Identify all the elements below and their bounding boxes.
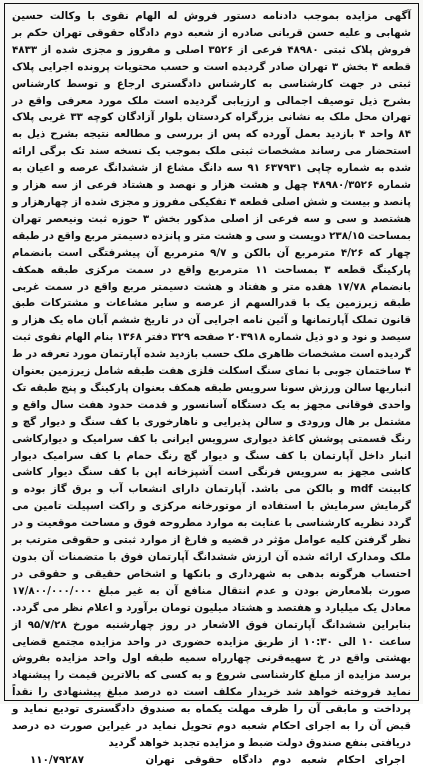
auction-notice-text: آگهی مزایده بموجب دادنامه دستور فروش له الهام نقوی با وکالت حسین شهابی و علیه حسن قربانی صادره از شعبه دوم دادگاه حقوقی تهران حکم بر فروش پلاک ثبتی ۴۸۹۸۰ فرعی از ۳۵۲۶ اصلی و مفروز و مجزی شده از ۴۸۳۳ قطعه ۴ بخش ۳ تهران صادر گردیده است و حسب محتویات پرونده اجرایی پلاک ثبتی در جهت کارشناسی به کارشناس دادگستری ارجاع و توسط کارشناس بشرح ذیل توصیف اجمالی و ارزیابی گردیده است ملک مورد معرفی واقع در تهران محل ملک به نشانی بزرگراه کردستان بلوار آزادگان کوچه ۳۳ غربی پلاک ۸۴ واحد ۴ بازدید بعمل آورده که پس از بررسی و مطالعه نتیجه بشرح ذیل به استحضار می رساند مشخصات ثبتی ملک بموجب یک نسخه سند تک برگی ارائه شده به شماره چاپی ۶۳۷۹۳۱ ۹۱ سه دانگ مشاع از ششدانگ عرصه و اعیان به شماره ۴۸۹۸۰/۳۵۲۶ چهل و هشت هزار و نهصد و هشتاد فرعی از سه هزار و پانصد و بیست و شش اصلی قطعه ۴ تفکیکی مفروز و مجزی شده از چهارهزار و هشتصد و سی و سه فرعی از اصلی مذکور بخش ۳ حوزه ثبت ونیعصر تهران بمساحت ۲۳۸/۱۵ دویست و سی و هشت متر و پانزده دسیمتر مربع واقع در طبقه چهار که ۴/۲۶ مترمربع آن بالکن و ۹/۷ مترمربع آن پیشرفتگی است بانضمام پارکینگ قطعه ۳ بمساحت ۱۱ مترمربع واقع در سمت مرکزی طبقه همکف بانضمام ۱۷/۷۸ هفده متر و هفتاد و هشت دسیمتر مربع واقع در سمت غربی طبقه زیرزمین یک با قدرالسهم از عرصه و سایر مشاعات و مشترکات طبق قانون تملک آپارتمانها و آئین نامه اجرایی آن در تاریخ ششم آبان ماه یک هزار و سیصد و نود و دو ذیل شماره ۲۰۳۹۱۸ صفحه ۳۲۹ دفتر ۱۳۶۸ بنام الهام نقوی ثبت گردیده است مشخصات ظاهری ملک حسب بازدید شده آپارتمان مورد تعرفه در ط ۴ ساختمان جوبی با نمای سنگ اسکلت فلزی هفت طبقه شامل زیرزمین بعنوان انباریها سالن ورزش سونا سرویس طبقه همکف بعنوان پارکینگ و پنج طبقه تک واحدی فوقانی مجهز به یک دستگاه آسانسور و قدمت حدود هفت سال واقع و مشتمل بر هال ورودی و سالن پذیرایی و ناهارخوری با کف سنگ و دیوار گچ و رنگ قسمتی پوشش کاغذ دیواری سرویس ایرانی با کف سرامیک و دیوارکاشی انبار داخل آپارتمان با کف سنگ و دیوار گچ رنگ حمام با کف سرامیک دیوار کاشی مجهز به سرویس فرنگی است آشپزخانه اپن با کف سنگ دیوار کاشی کابینت mdf و بالکن می باشد. آپارتمان دارای انشعاب آب و برق گاز بوده و گرمایش سرمایش با استفاده از موتورخانه مرکزی و راکت اسپیلت تامین می گردد نظریه کارشناسی با عنایت به موارد مطروحه فوق و مساحت موقعیت و در نظر گرفتن کلیه عوامل مؤثر در قضیه و فارغ از موارد ثبتی و حقوقی مترتب بر ملک ومدارک ارائه شده آن ارزش ششدانگ آپارتمان فوق با متضمنات آن بدون احتساب هرگونه بدهی به شهرداری و بانکها و اشخاص حقیقی و حقوقی در صورت بلامعارض بودن و عدم انتقال منافع آن به غیر مبلغ ۱۷/۸۰۰/۰۰۰/۰۰۰ معادل یک میلیارد و هفتصد و هشتاد میلیون تومان برآورد و اعلام نظر می گردد. بنابراین ششدانگ آپارتمان فوق الاشعار در روز چهارشنبه مورخ ۹۵/۷/۲۸ از ساعت ۱۰ الی ۱۰:۳۰ از طریق مزایده حضوری در واحد مزایده مجتمع قضایی بهشتی واقع در خ سهیه‌قرنی چهارراه سمیه طبقه اول واحد مزایده بفروش برسد مزایده از مبلغ کارشناسی شروع و به کسی که بالاترین قیمت را پیشنهاد نماید فروخته خواهد شد خریدار مکلف است ده درصد مبلغ پیشنهادی را نقداً پرداخت و مابقی آن را ظرف مهلت یکماه به صندوق دادگستری تودیع نماید و قبض آن را به اجرای احکام شعبه دوم تحویل نماید در غیراین صورت ده درصد دریافتی بنفع صندوق دولت ضبط و مزایده تجدید خواهد گردید (12, 10, 412, 749)
issuing-authority: اجرای احکام شعبه دوم دادگاه حقوقی تهران (145, 753, 405, 766)
notice-reference-number: ۱۱۰/۷۹۲۸۷ (30, 753, 85, 766)
notice-footer (12, 752, 411, 769)
auction-notice-box (4, 3, 419, 766)
